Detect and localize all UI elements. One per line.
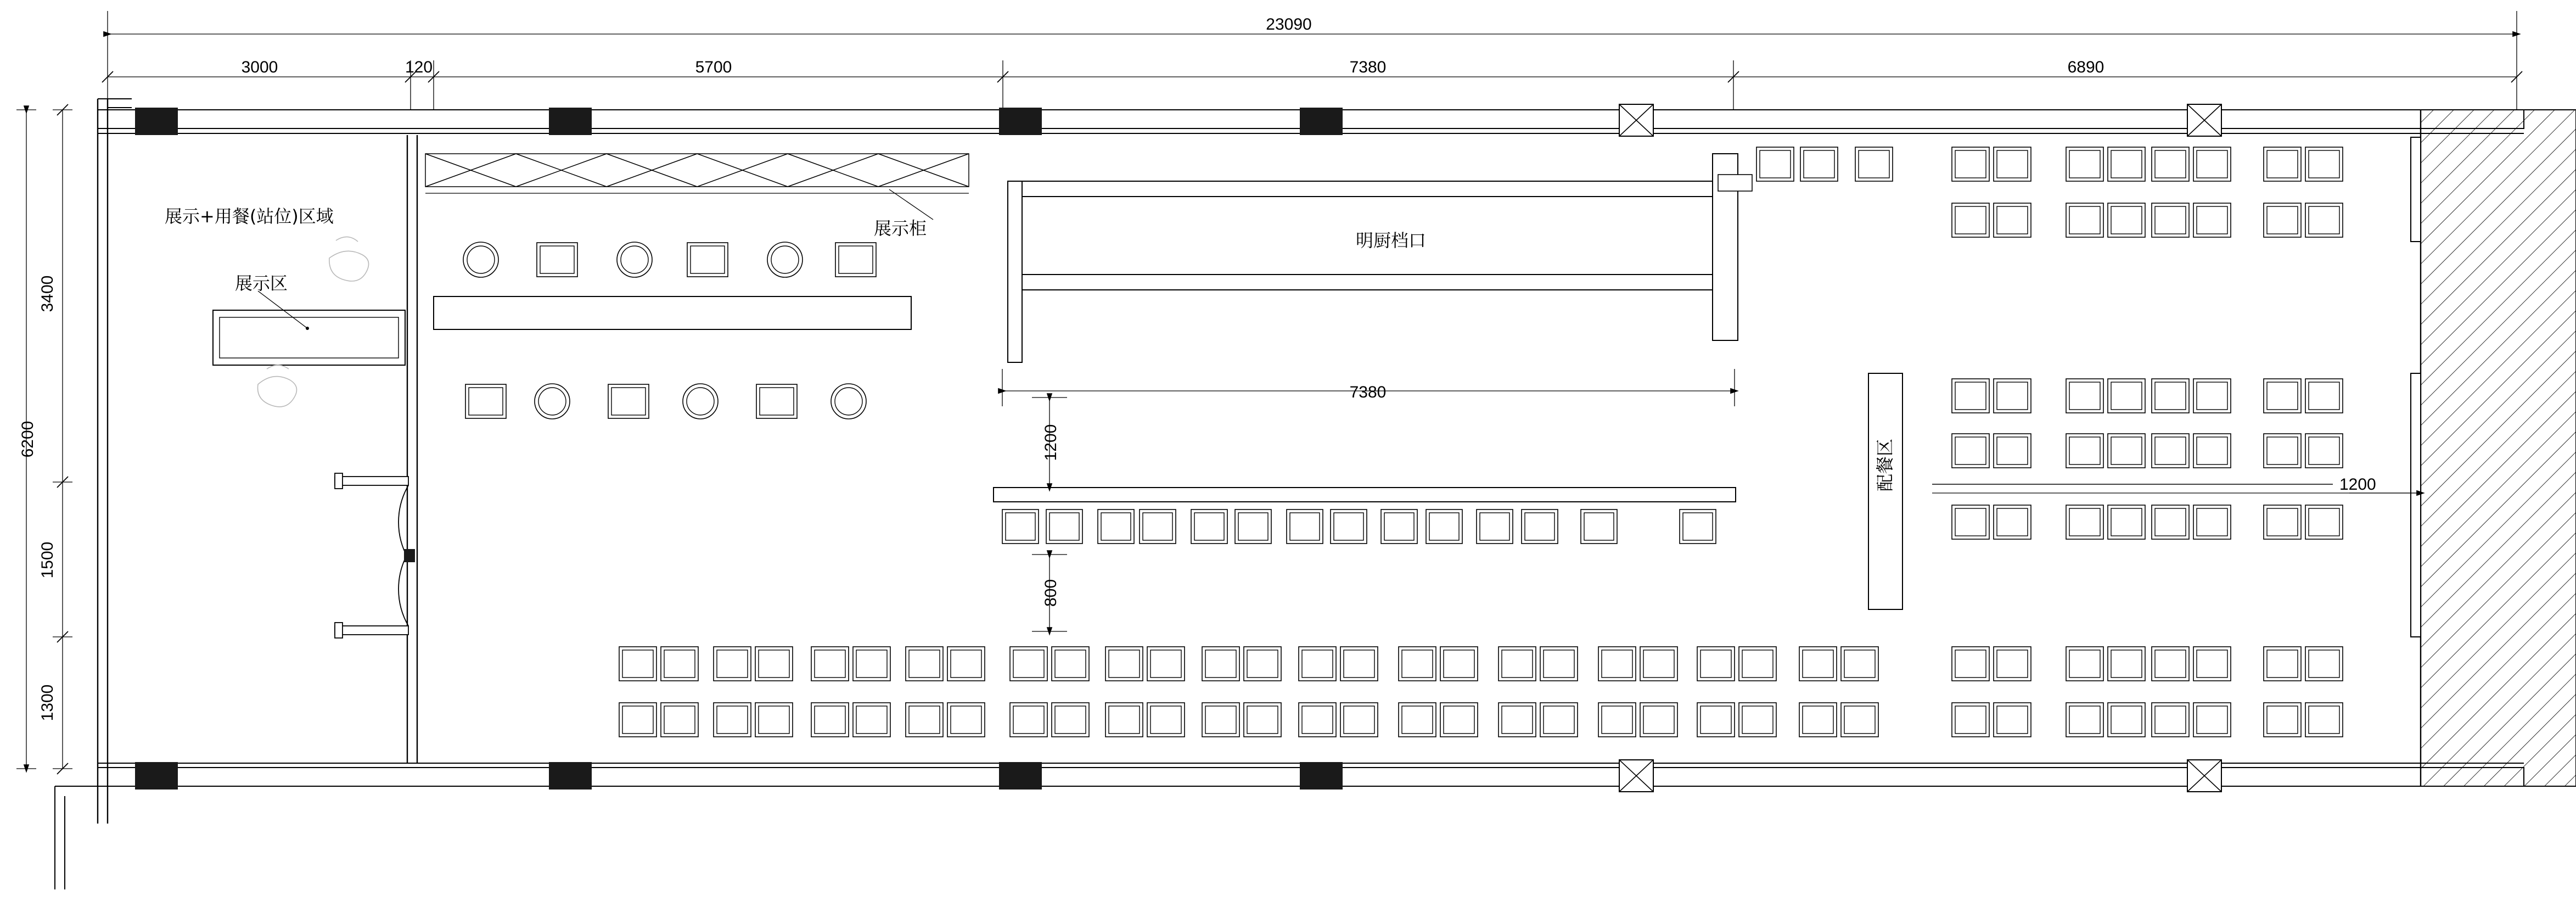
label-display-area: 展示区 bbox=[235, 273, 288, 294]
display-cabinet bbox=[425, 154, 969, 220]
column bbox=[549, 108, 592, 135]
dim-6890: 6890 bbox=[2067, 58, 2104, 76]
long-bar-counter bbox=[994, 488, 1736, 502]
standing-bar-counter bbox=[434, 296, 911, 329]
right-dining-tables bbox=[1932, 147, 2343, 539]
dim-1200-right: 1200 bbox=[2339, 475, 2376, 494]
dim-120: 120 bbox=[405, 58, 433, 76]
label-display-dining-zone: 展示+用餐(站位)区域 bbox=[165, 206, 334, 227]
column bbox=[999, 108, 1042, 135]
label-display-cabinet: 展示柜 bbox=[874, 218, 927, 239]
dim-7380-top: 7380 bbox=[1349, 58, 1387, 76]
dim-6200-total: 6200 bbox=[19, 421, 37, 458]
top-dimension-chain bbox=[102, 11, 2522, 110]
dim-800-bench: 800 bbox=[1042, 579, 1060, 607]
label-open-kitchen: 明厨档口 bbox=[1356, 230, 1427, 251]
dim-3000: 3000 bbox=[241, 58, 278, 76]
stool-row-lower bbox=[465, 384, 866, 419]
dim-1300: 1300 bbox=[38, 684, 57, 721]
dim-1200-counter: 1200 bbox=[1042, 424, 1060, 461]
serving-area-counter bbox=[1868, 373, 1902, 609]
door-swing bbox=[335, 473, 415, 638]
dim-3400: 3400 bbox=[38, 275, 57, 312]
bottom-dining-tables bbox=[619, 647, 2343, 737]
dim-7380-interior: 7380 bbox=[1349, 383, 1387, 401]
bar-chair-row bbox=[1002, 510, 1716, 544]
column bbox=[135, 108, 178, 135]
column bbox=[549, 762, 592, 790]
dim-23090-total: 23090 bbox=[1266, 15, 1312, 33]
stool-row-upper bbox=[463, 242, 876, 277]
display-area-furniture bbox=[213, 237, 405, 406]
top-right-table-cluster bbox=[1718, 147, 1893, 191]
label-serving-area: 配餐区 bbox=[1875, 438, 1895, 491]
column bbox=[1300, 108, 1343, 135]
dim-1500: 1500 bbox=[38, 541, 57, 579]
open-kitchen-counter bbox=[1008, 154, 1738, 362]
dim-5700: 5700 bbox=[695, 58, 732, 76]
column bbox=[1300, 762, 1343, 790]
column bbox=[135, 762, 178, 790]
column bbox=[999, 762, 1042, 790]
hatched-zone bbox=[2411, 110, 2576, 786]
